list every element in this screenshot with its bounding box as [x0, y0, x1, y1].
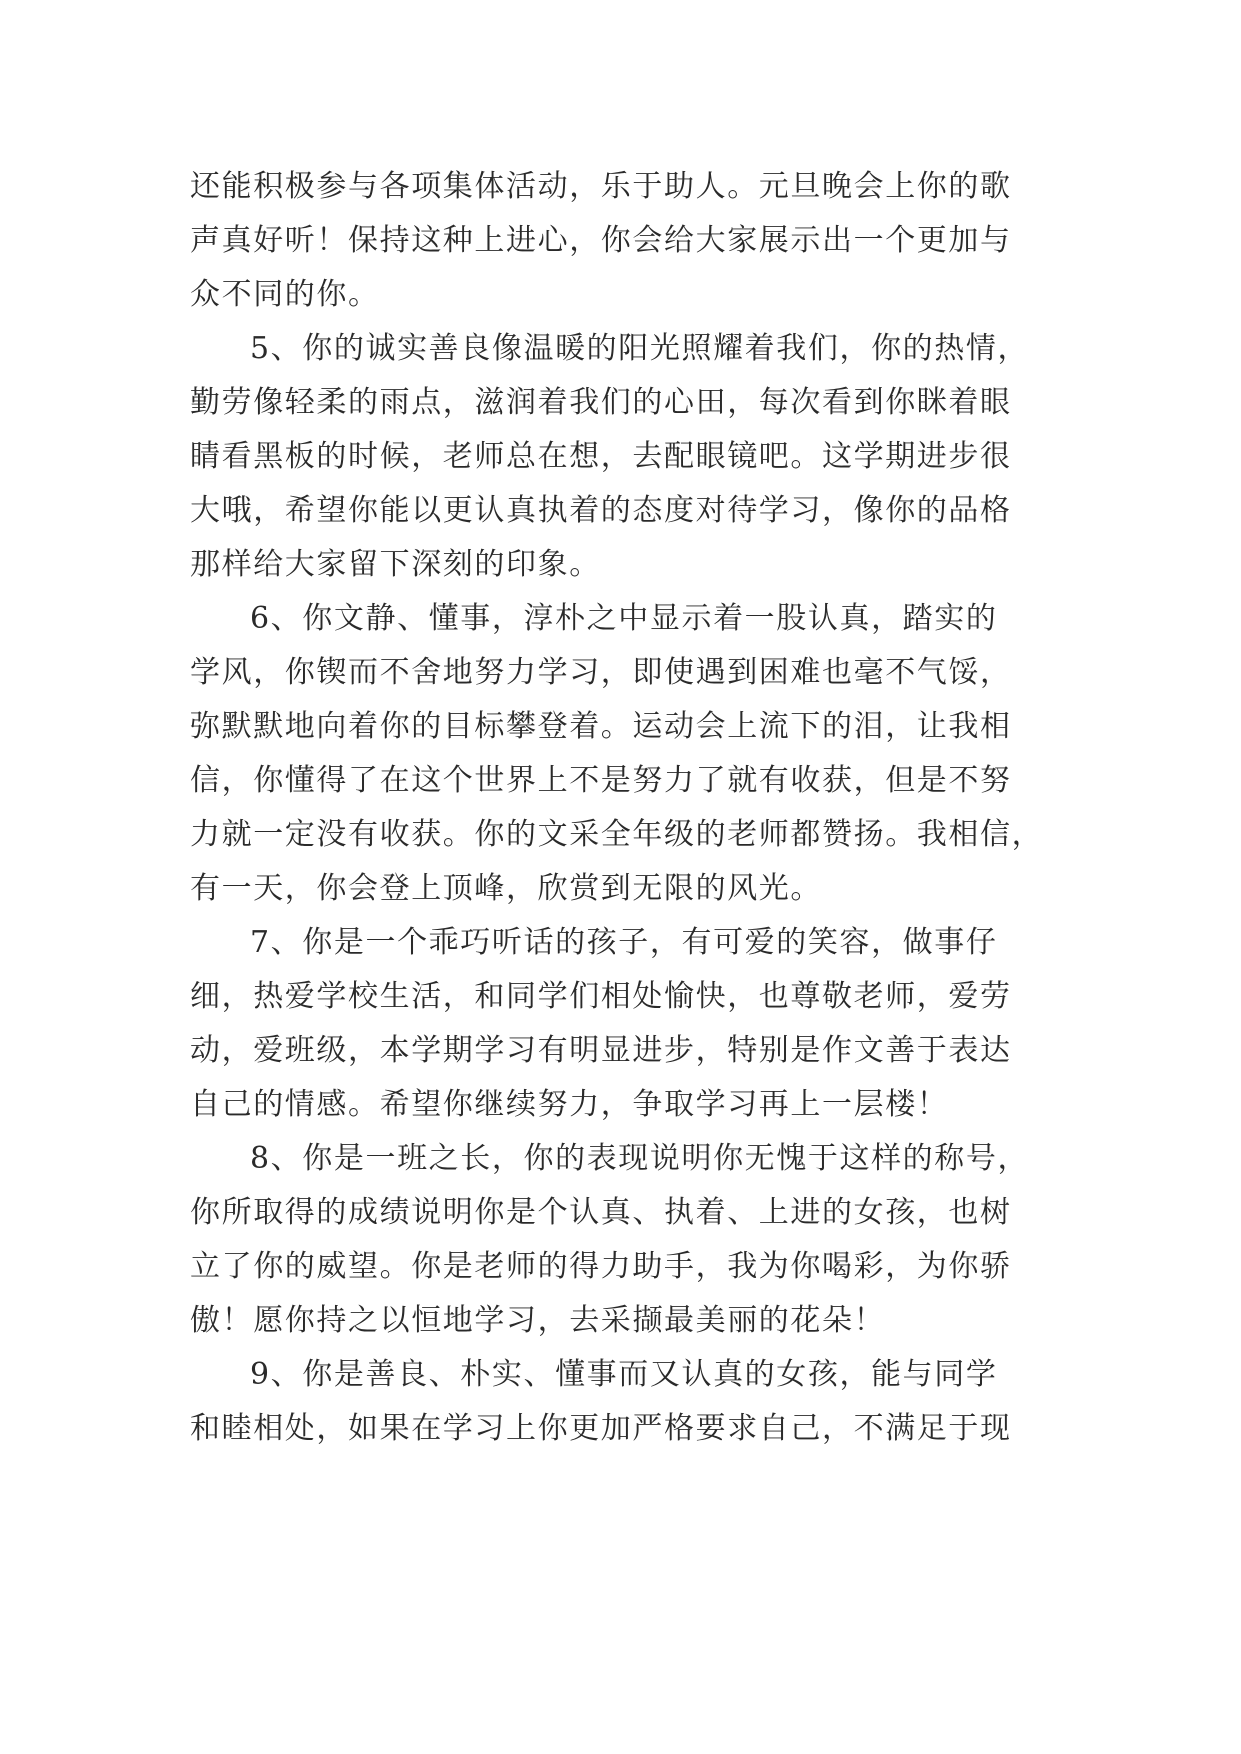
text-line: 力就一定没有收获。你的文采全年级的老师都赞扬。我相信， [190, 817, 1044, 852]
text-line: 自己的情感。希望你继续努力，争取学习再上一层楼！ [190, 1087, 949, 1122]
text-line: 声真好听！保持这种上进心，你会给大家展示出一个更加与 [190, 223, 1012, 258]
text-line: 立了你的威望。你是老师的得力助手，我为你喝彩，为你骄 [190, 1249, 1012, 1284]
text-line: 你所取得的成绩说明你是个认真、执着、上进的女孩，也树 [190, 1195, 1012, 1230]
text-line: 7、你是一个乖巧听话的孩子，有可爱的笑容，做事仔 [250, 925, 998, 960]
text-line: 弥默默地向着你的目标攀登着。运动会上流下的泪，让我相 [190, 709, 1012, 744]
text-line: 大哦，希望你能以更认真执着的态度对待学习，像你的品格 [190, 493, 1012, 528]
text-line: 6、你文静、懂事，淳朴之中显示着一股认真，踏实的 [250, 601, 998, 636]
text-line: 8、你是一班之长，你的表现说明你无愧于这样的称号， [250, 1141, 1030, 1176]
text-line: 9、你是善良、朴实、懂事而又认真的女孩，能与同学 [250, 1357, 998, 1392]
text-line: 傲！愿你持之以恒地学习，去采撷最美丽的花朵！ [190, 1303, 886, 1338]
text-line: 5、你的诚实善良像温暖的阳光照耀着我们，你的热情， [250, 331, 1030, 366]
document-body [190, 160, 1070, 1456]
text-line: 和睦相处，如果在学习上你更加严格要求自己，不满足于现 [190, 1411, 1012, 1446]
text-line: 学风，你锲而不舍地努力学习，即使遇到困难也毫不气馁， [190, 655, 1012, 690]
text-line: 那样给大家留下深刻的印象。 [190, 547, 601, 582]
text-line: 睛看黑板的时候，老师总在想，去配眼镜吧。这学期进步很 [190, 439, 1012, 474]
text-line: 众不同的你。 [190, 277, 380, 312]
text-line: 还能积极参与各项集体活动，乐于助人。元旦晚会上你的歌 [190, 169, 1012, 204]
text-line: 细，热爱学校生活，和同学们相处愉快，也尊敬老师，爱劳 [190, 979, 1012, 1014]
text-line: 有一天，你会登上顶峰，欣赏到无限的风光。 [190, 871, 822, 906]
text-line: 信，你懂得了在这个世界上不是努力了就有收获，但是不努 [190, 763, 1012, 798]
text-line: 动，爱班级，本学期学习有明显进步，特别是作文善于表达 [190, 1033, 1012, 1068]
text-line: 勤劳像轻柔的雨点，滋润着我们的心田，每次看到你眯着眼 [190, 385, 1012, 420]
